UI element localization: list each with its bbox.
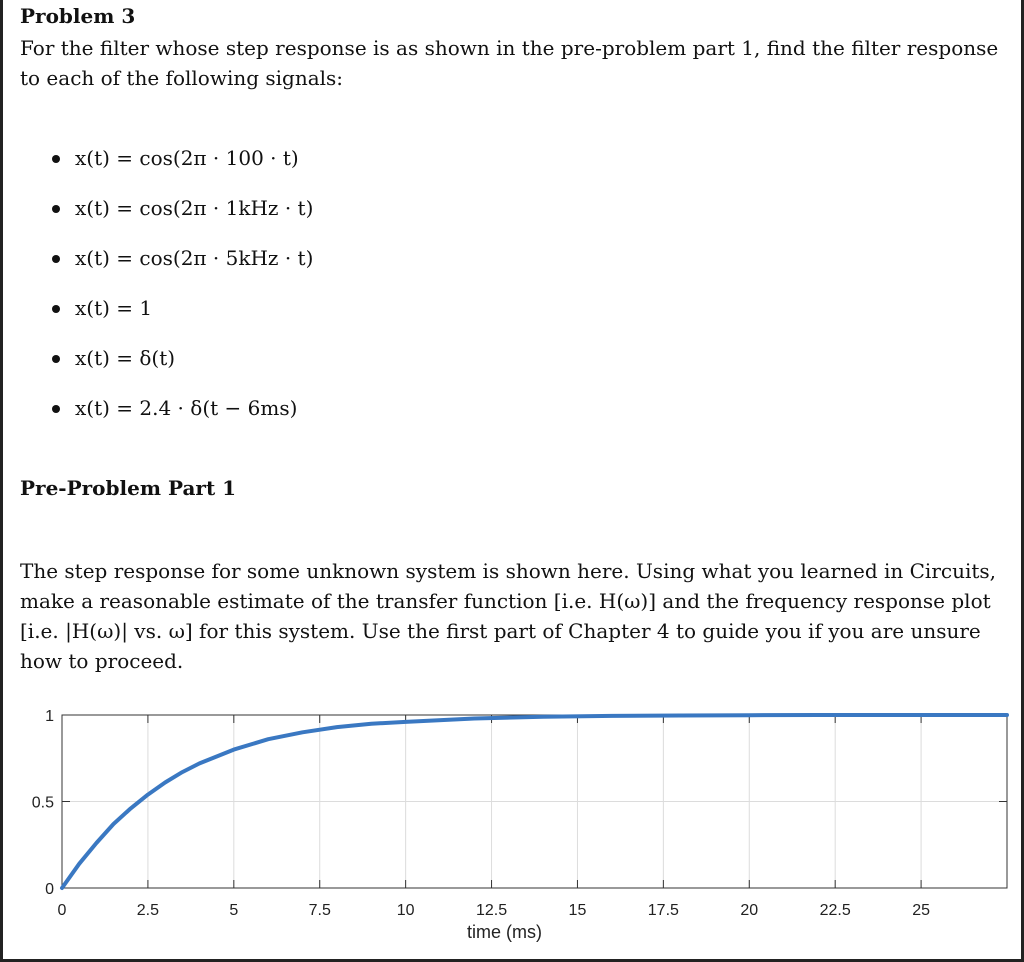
signal-equation: x(t) = 1 — [75, 296, 153, 320]
x-tick-label: 0 — [57, 902, 67, 919]
x-tick-label: 15 — [568, 902, 587, 919]
x-tick-label: 17.5 — [647, 902, 679, 919]
signal-equation: x(t) = cos(2π · 5kHz · t) — [75, 246, 314, 270]
bullet-icon — [52, 255, 60, 263]
x-tick-label: 7.5 — [308, 902, 331, 919]
x-axis-label: time (ms) — [467, 922, 542, 942]
pre-problem-text: The step response for some unknown system is shown here. Using what you learned in Circuits, make a reasonable estimate of the transfer function [i.e. H(ω)] and the frequency response plot [i.e. |H(ω)| vs. ω] for this system. Use the first part of Chapter 4 to guide you if you are unsure how to proceed. — [20, 559, 997, 673]
x-tick-label: 25 — [912, 902, 930, 919]
bullet-icon — [52, 205, 60, 213]
bullet-icon — [52, 155, 60, 163]
problem-text: For the filter whose step response is as shown in the pre-problem part 1, find the filter response to each of the following signals: — [20, 36, 999, 90]
signal-equation: x(t) = δ(t) — [75, 346, 176, 370]
step-response-chart — [0, 690, 1024, 958]
signal-equation: x(t) = cos(2π · 1kHz · t) — [75, 196, 314, 220]
x-tick-label: 20 — [740, 902, 759, 919]
y-tick-label: 0 — [45, 881, 54, 898]
x-tick-label: 10 — [396, 902, 415, 919]
y-tick-label: 0.5 — [31, 794, 54, 812]
x-tick-label: 12.5 — [475, 902, 508, 919]
chart-grid — [62, 715, 1007, 888]
signal-equation: x(t) = 2.4 · δ(t − 6ms) — [75, 396, 298, 420]
x-tick-label: 22.5 — [819, 902, 851, 919]
bullet-icon — [52, 355, 60, 363]
bullet-icon — [52, 405, 60, 413]
x-tick-label: 2.5 — [136, 902, 160, 919]
bullet-icon — [52, 305, 60, 313]
signal-equation: x(t) = cos(2π · 100 · t) — [75, 146, 299, 170]
x-tick-label: 5 — [229, 902, 239, 919]
chart-ticks — [32, 708, 1007, 919]
problem-title: Problem 3 — [20, 4, 136, 28]
y-tick-label: 1 — [45, 708, 54, 725]
pre-problem-title: Pre-Problem Part 1 — [20, 476, 237, 500]
